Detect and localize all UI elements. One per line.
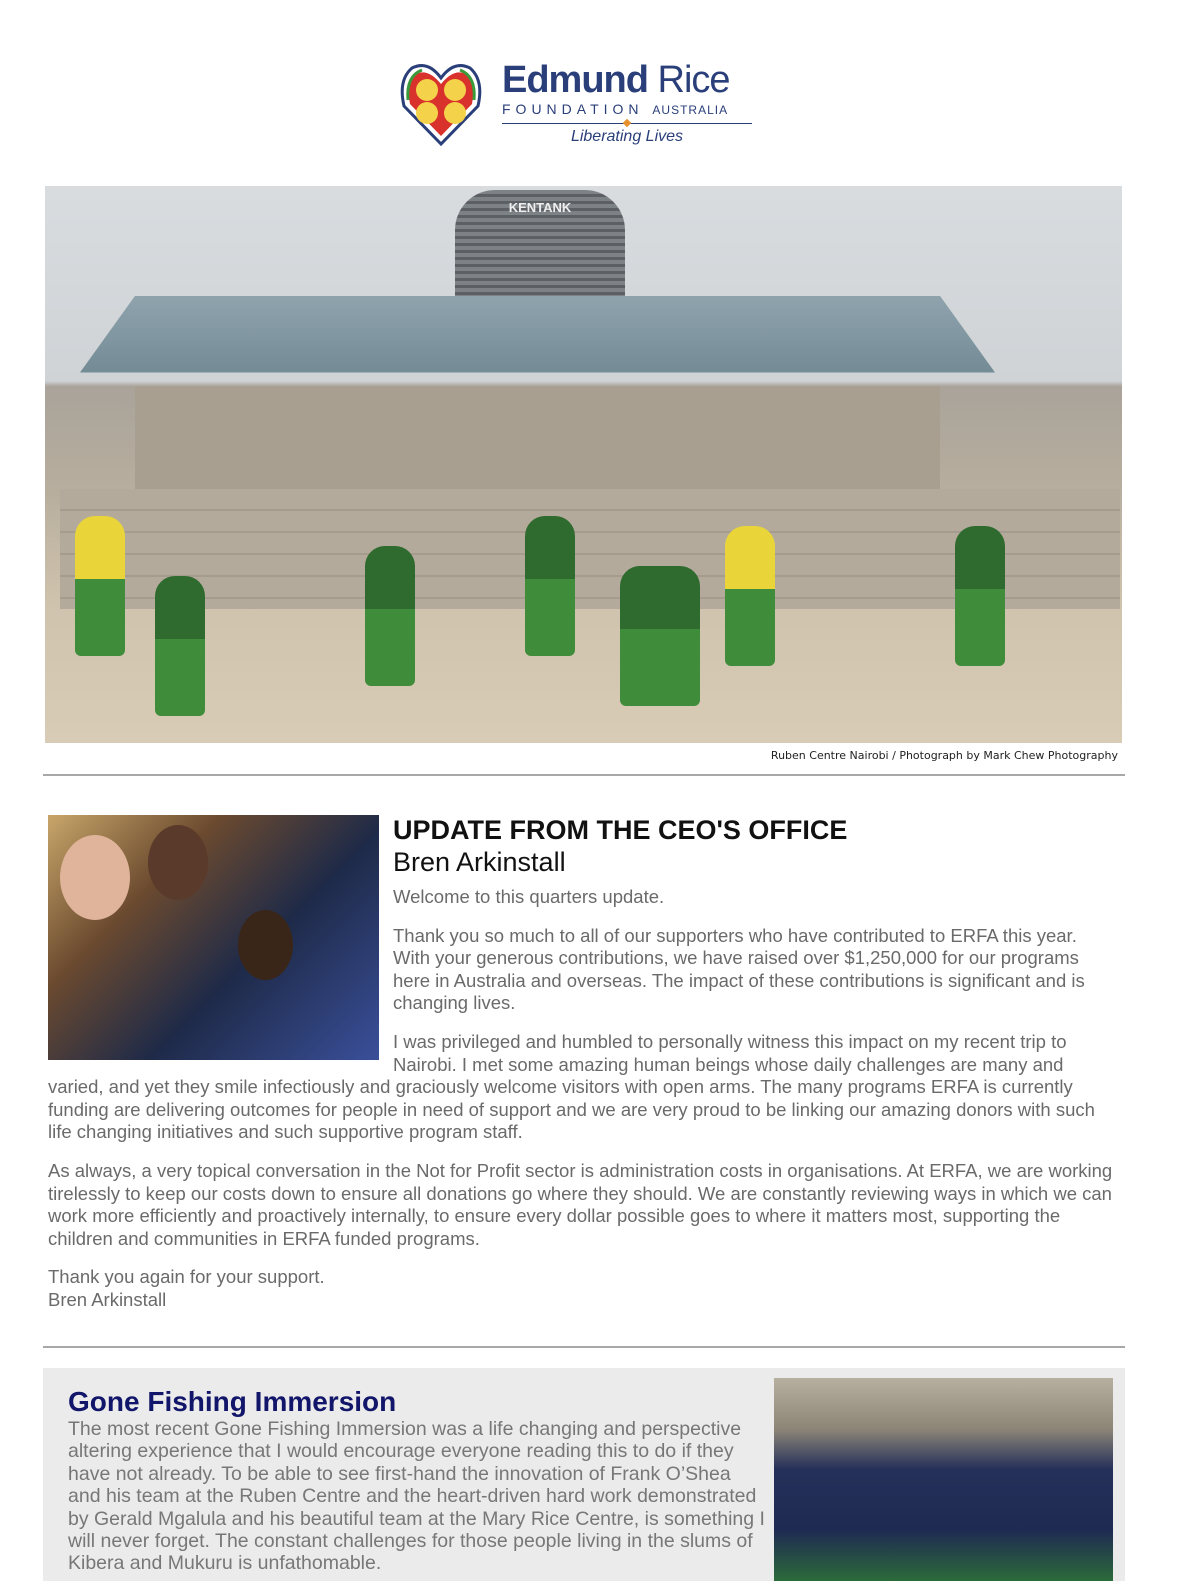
paragraph: The most recent Gone Fishing Immersion was a life changing and perspective altering experience that I would encourage everyone reading this to do if they have not already. To be able to see first-hand the innovation of Frank O’Shea and his team at the Ruben Centre and the heart-driven hard work demonstrated by Gerald Mgalula and his beautiful team at the Mary Rice Centre, is something I will never forget. The constant challenges for those people living in the slums of Kibera and Mukuru is unfathomable. (68, 1418, 765, 1575)
foundation-logo (398, 60, 752, 146)
paragraph: I was privileged and humbled to personally witness this impact on my recent trip to Nairobi. I met some amazing human beings whose daily challenges are many and varied, and yet they smile infectiously and graciously welcome visitors with open arms. The many programs ERFA is currently funding are delivering outcomes for people in need of support and we are very proud to be linking our amazing donors with such life changing initiatives and such supportive program staff. (48, 1030, 1095, 1143)
building (135, 386, 940, 496)
paragraph: Thank you so much to all of our supporters who have contributed to ERFA this year. With your generous contributions, we have raised over $1,250,000 for our programs here in Australia and overseas. The impact of these contributions is significant and is changing lives. (393, 924, 1085, 1014)
child (365, 546, 415, 686)
brand-subtitle: FOUNDATION AUSTRALIA (502, 101, 729, 117)
group-photo (774, 1378, 1113, 1581)
divider (43, 774, 1125, 776)
child (955, 526, 1005, 666)
brand-name: Edmund Rice (502, 59, 730, 101)
signature: Bren Arkinstall (48, 1288, 167, 1310)
signoff: Thank you again for your support. (48, 1266, 325, 1288)
child (155, 576, 205, 716)
child (620, 566, 700, 706)
ceo-update-section (48, 815, 1118, 1312)
paragraph: Welcome to this quarters update. (393, 886, 665, 907)
section-title: Gone Fishing Immersion (68, 1386, 397, 1417)
ceo-photo (48, 815, 379, 1060)
divider (43, 1346, 1125, 1348)
heart-emblem-icon (398, 60, 484, 146)
section-title: UPDATE FROM THE CEO'S OFFICE (393, 815, 848, 845)
child (725, 526, 775, 666)
gone-fishing-section (43, 1368, 1125, 1581)
brand-tagline: Liberating Lives (570, 128, 684, 145)
brand-rule (502, 123, 752, 124)
child (75, 516, 125, 656)
photo-caption: Ruben Centre Nairobi / Photograph by Mark Chew Photography (770, 749, 1118, 762)
author-name: Bren Arkinstall (393, 847, 566, 877)
hero-photo (45, 186, 1122, 743)
water-tank: KENTANK (455, 190, 625, 340)
paragraph: As always, a very topical conversation in the Not for Profit sector is administration costs in organisations. At ERFA, we are working tirelessly to keep our costs down to ensure all donations go where they should. We are constantly reviewing ways in which we can work more efficiently and proactively internally, to ensure every dollar possible goes to where it matters most, supporting the children and communities in ERFA funded programs. (48, 1159, 1113, 1249)
building-roof (80, 296, 995, 386)
child (525, 516, 575, 656)
